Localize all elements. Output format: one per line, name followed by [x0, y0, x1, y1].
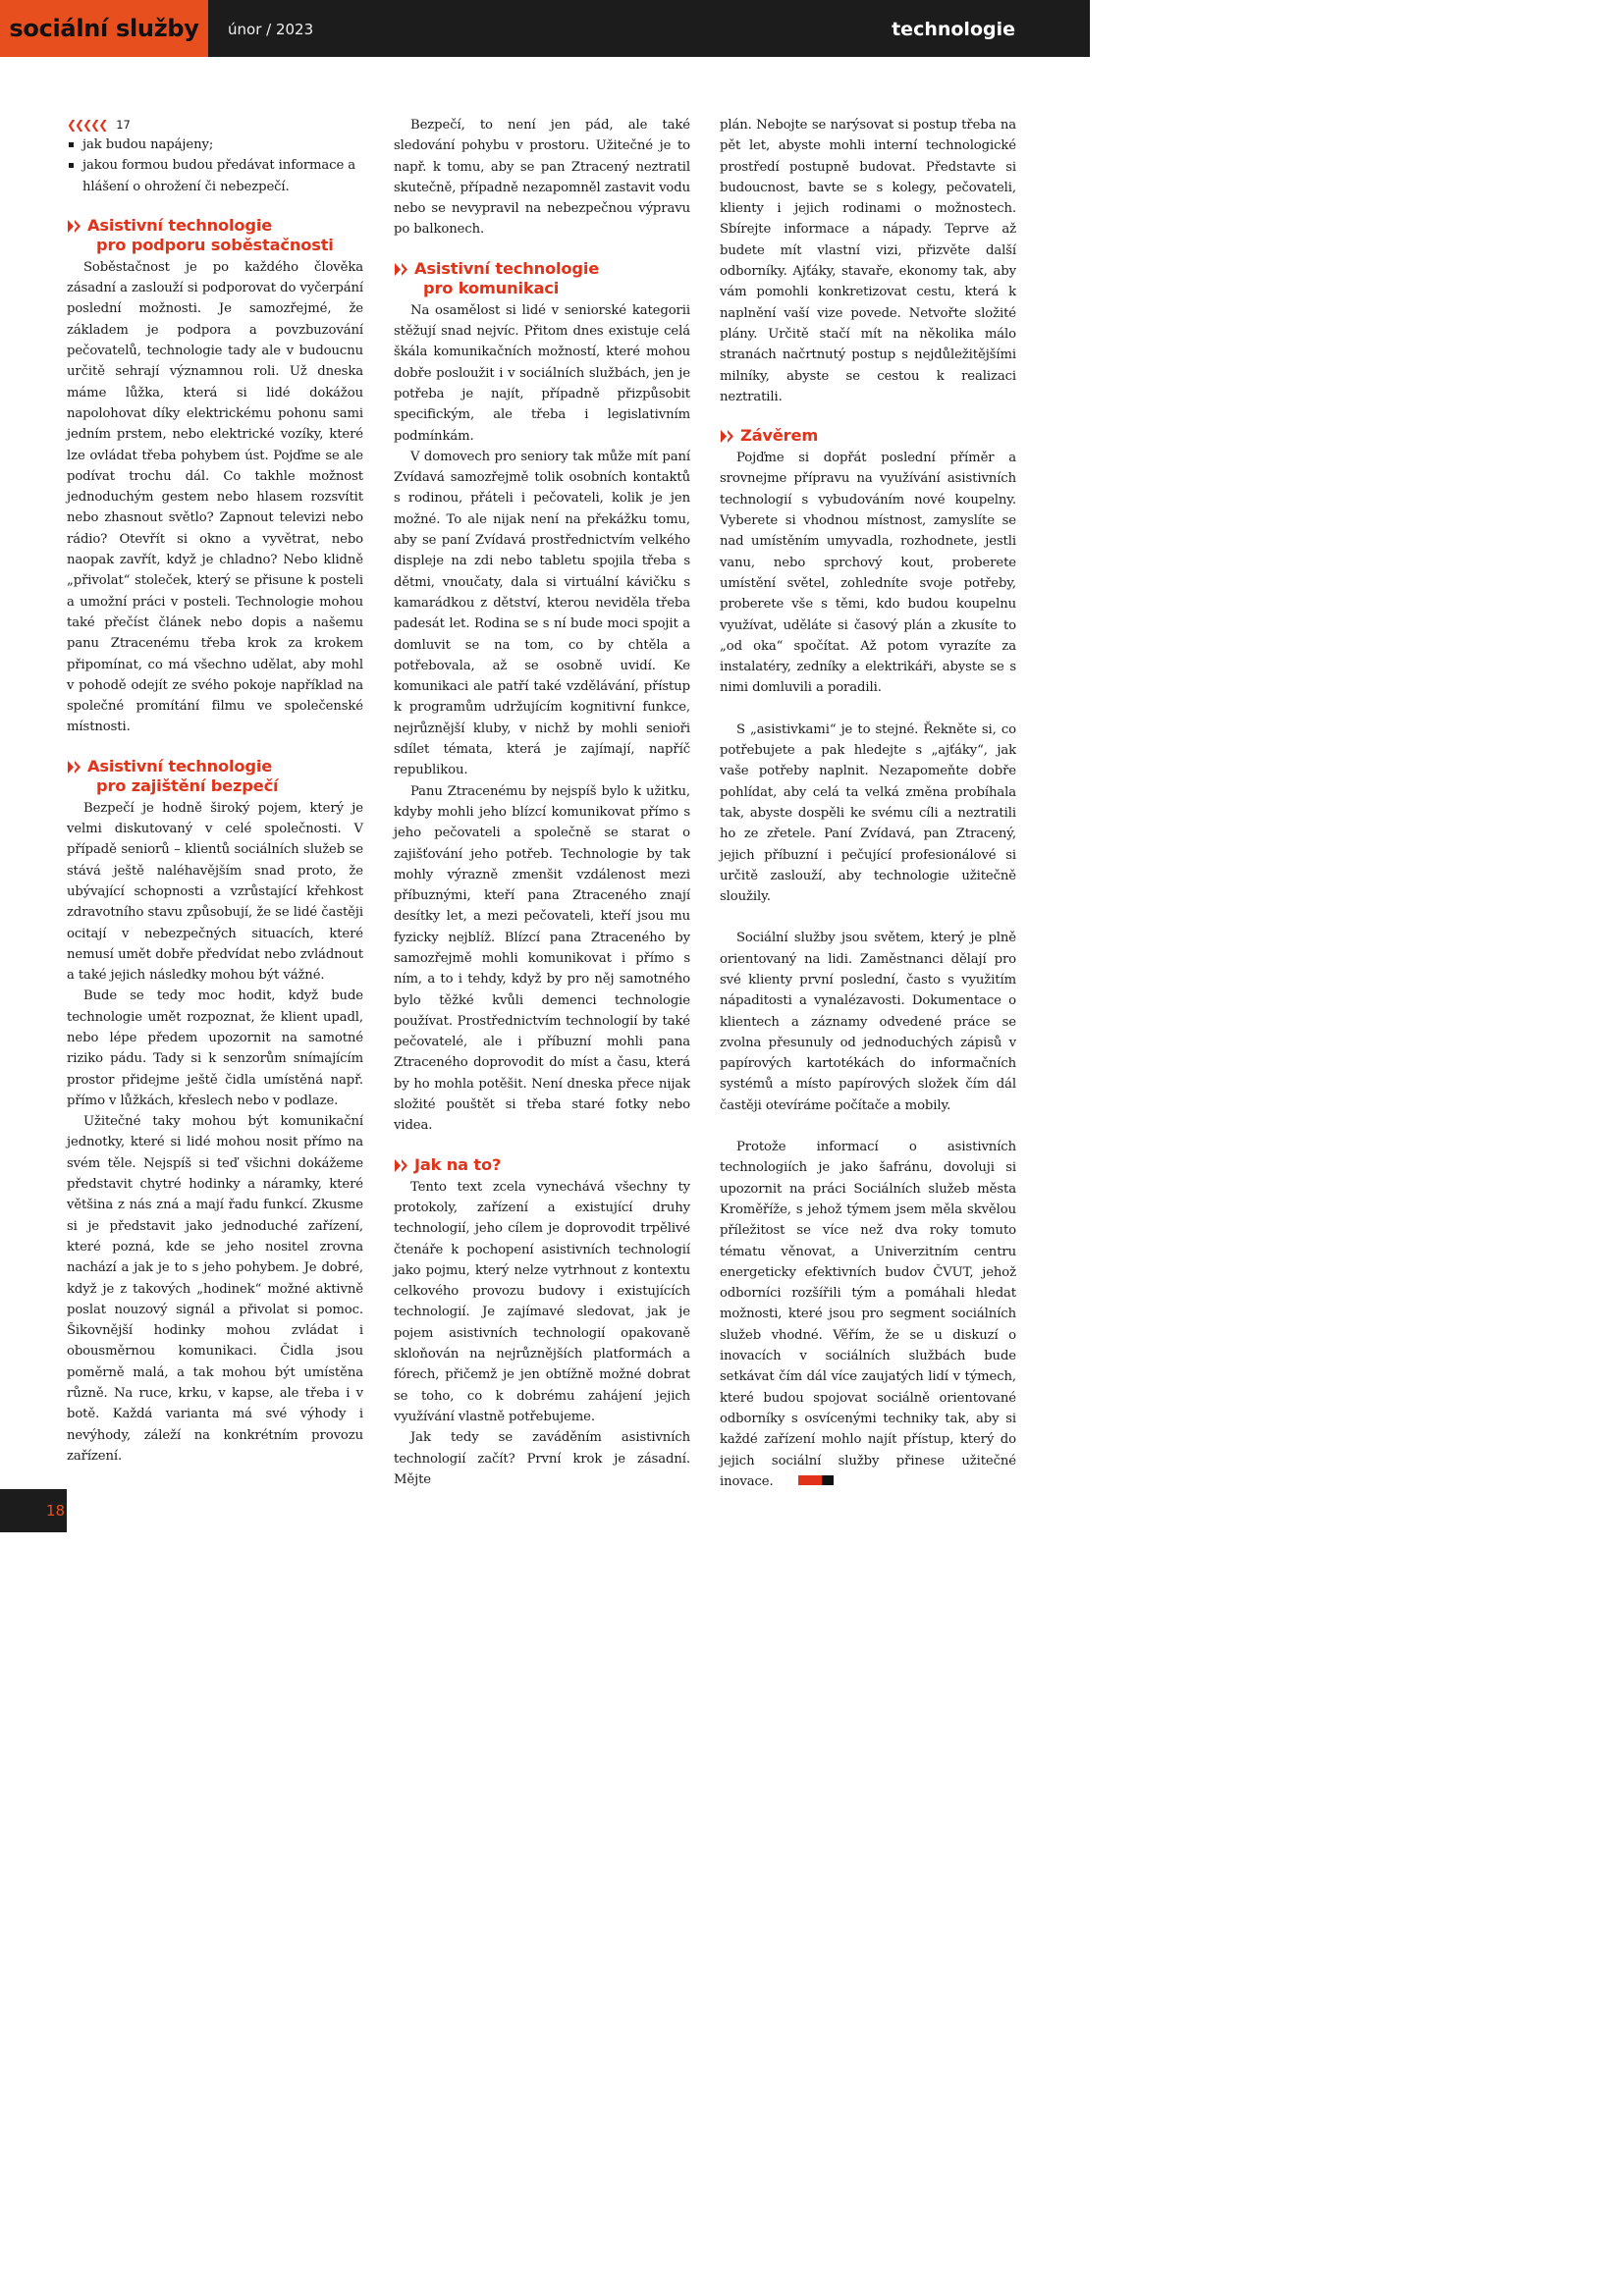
- heading-line-2: pro komunikaci: [423, 278, 560, 297]
- double-chevron-right-icon: [394, 262, 409, 277]
- double-chevron-right-icon: [67, 760, 82, 774]
- section-name: technologie: [892, 19, 1015, 40]
- section-heading: [720, 426, 1016, 446]
- heading-line-1: Asistivní technologie: [414, 258, 600, 278]
- page-header: [0, 0, 1090, 57]
- heading-line-1: Asistivní technologie: [87, 756, 273, 775]
- paragraph: Na osamělost si lidé v seniorské kategorii stěžují snad nejvíc. Přitom dnes existuje celá škála komunikačních možností, které mohou dobře posloužit i v sociálních službách, jen je potřeba je najít, případně přizpůsobit specifickým, ale třeba i legislativním podmínkám.: [394, 302, 690, 444]
- continued-from: [67, 115, 363, 134]
- end-of-article-icon: [782, 1471, 834, 1492]
- heading-line-1: Asistivní technologie: [87, 215, 273, 235]
- paragraph: S „asistivkami“ je to stejné. Řekněte si, co potřebujete a pak hledejte s „ajťáky“, jak vaše potřeby naplnit. Nezapomeňte dobře pohlídat, aby celá ta velká změna probíhala tak, abyste dospěli ke svému cíli a neztratili ho ze zřetele. Paní Zvídavá, pan Ztracený, jejich příbuzní i pečující profesionálové si určitě zaslouží, aby technologie užitečně sloužily.: [720, 721, 1016, 905]
- section-heading: [67, 757, 363, 796]
- heading-line-2: pro zajištění bezpečí: [96, 775, 279, 795]
- column-2: [394, 115, 690, 1490]
- column-1: [67, 115, 363, 1467]
- paragraph: Tento text zcela vynechává všechny ty protokoly, zařízení a existující druhy technologií, jeho cílem je doprovodit trpělivé čtenáře k pochopení asistivních technologií jako pojmu, který nelze vytrhnout z kontextu celkového provozu budovy i existujících technologií. Je zajímavé sledovat, jak je pojem asistivních technologií opakovaně skloňován na nejrůznějších platformách a fórech, přičemž je jen obtížně možné dobrat se toho, co k dobrému zahájení jejich využívání vlastně potřebujeme.: [394, 1179, 690, 1424]
- list-item: jak budou napájeny;: [67, 134, 363, 155]
- heading-line-2: pro podporu soběstačnosti: [96, 235, 334, 254]
- double-chevron-right-icon: [720, 429, 735, 444]
- double-chevron-right-icon: [394, 1158, 409, 1173]
- paragraph: Soběstačnost je po každého člověka zásadní a zaslouží si podporovat do vyčerpání poslední možnosti. Je samozřejmé, že základem je podpora a povzbuzování pečovatelů, technologie tady ale v budoucnu určitě sehrají významnou roli. Už dneska máme lůžka, která si lidé dokážou napolohovat díky elektrickému pohonu sami jedním prstem, nebo elektrické vozíky, které lze ovládat třeba pohybem úst. Pojďme se ale podívat trochu dál. Co takhle možnost jednoduchým gestem nebo hlasem rozsvítit nebo zhasnout světlo? Zapnout televizi nebo rádio? Otevřít si okno a vyvětrat, nebo naopak zavřít, když je chladno? Nebo klidně „přivolat“ stoleček, který se přisune k posteli a umožní práci v posteli. Technologie mohou také přečíst článek nebo dopis a našemu panu Ztracenému třeba krok za krokem připomínat, co má všechno udělat, aby mohl v pohodě odejít ze svého pokoje například na společné promítání filmu ve společenské místnosti.: [67, 259, 363, 735]
- paragraph: Bezpečí, to není jen pád, ale také sledování pohybu v prostoru. Užitečné je to např. k tomu, aby se pan Ztracený neztratil skutečně, případně nezapomněl zastavit vodu nebo se nevypravil na nebezpečnou výpravu po balkonech.: [394, 118, 690, 238]
- paragraph: Panu Ztracenému by nejspíš bylo k užitku, kdyby mohli jeho blízcí komunikovat přímo s jeho pečovateli a společně se starat o zajišťování jeho potřeb. Technologie by tak mohly výrazně zmenšit vzdálenost mezi příbuznými, kteří pana Ztraceného znají desítky let, a mezi pečovateli, kteří jsou mu fyzicky nejblíž. Blízcí pana Ztraceného by samozřejmě mohli komunikovat i přímo s ním, a to i tehdy, když by pro něj samotného bylo těžké kvůli demenci technologie používat. Prostřednictvím technologií by také pečovatelé, ale i příbuzní mohli pana Ztraceného doprovodit do míst a času, která by ho mohla potěšit. Není dneska přece nijak složité pouštět si třeba staré fotky nebo videa.: [394, 783, 690, 1134]
- section-heading: [394, 1155, 690, 1175]
- paragraph: V domovech pro seniory tak může mít paní Zvídavá samozřejmě tolik osobních kontaktů s rodinou, přáteli i pečovateli, kolik je jen možné. To ale nijak není na překážku tomu, aby se paní Zvídavá prostřednictvím velkého displeje na zdi nebo tabletu spojila třeba s dětmi, vnoučaty, dala si virtuální kávičku s kamarádkou z dětství, kterou neviděla třeba padesát let. Rodina se s ní bude moci spojit a domluvit se na tom, co by chtěla a potřebovala, až se osobně uvidí. Ke komunikaci ale patří také vzdělávání, přístup k programům udržujícím kognitivní funkce, nejrůznější kluby, v nichž by mohli senioři sdílet témata, která je zajímají, napříč republikou.: [394, 449, 690, 778]
- paragraph-text: Protože informací o asistivních technologiích je jako šafránu, dovoluji si upozornit na práci Sociálních služeb města Kroměříže, s jehož týmem jsem měla skvělou příležitost se více než dva roky tomuto tématu věnovat, a Univerzitním centru energeticky efektivních budov ČVUT, jehož odborníci rozšířili tým a pomáhali hledat možnosti, které jsou pro segment sociálních služeb vhodné. Věřím, že se u diskuzí o inovacích v sociálních službách bude setkávat čím dál více zaujatých lidí v týmech, které budou spojovat sociálně orientované odborníky s osvícenými techniky tak, aby si každé zařízení mohlo najít přístup, který do jejich sociální služby přinese užitečné inovace.: [720, 1140, 1016, 1489]
- list-item: jakou formou budou předávat informace a hlášení o ohrožení či nebezpečí.: [67, 155, 363, 197]
- section-heading: [67, 216, 363, 255]
- paragraph: Bude se tedy moc hodit, když bude technologie umět rozpoznat, že klient upadl, nebo lépe předem upozornit na samotné riziko pádu. Tady si k senzorům snímajícím prostor přidejme ještě čidla umístěná např. přímo v lůžkách, křeslech nebo v podlaze.: [67, 988, 363, 1108]
- bullet-list: [67, 134, 363, 197]
- heading-line-1: Jak na to?: [414, 1154, 502, 1174]
- paragraph: Sociální služby jsou světem, který je plně orientovaný na lidi. Zaměstnanci dělají pro své klienty první poslední, často s využitím nápaditosti a vynalézavosti. Dokumentace o klientech a záznamy odvedené práce se zvolna přesunuly od jednoduchých zápisů v papírových kartotékách do informačních systémů a místo papírových složek čím dál častěji otevíráme počítače a mobily.: [720, 931, 1016, 1113]
- double-chevron-right-icon: [67, 219, 82, 234]
- paragraph: Jak tedy se zaváděním asistivních technologií začít? První krok je zásadní. Mějte: [394, 1430, 690, 1487]
- paragraph: [720, 1137, 1016, 1492]
- paragraph: plán. Nebojte se narýsovat si postup třeba na pět let, abyste mohli interní technologické prostředí postupně budovat. Představte si budoucnost, bavte se s kolegy, pečovateli, klienty i jejich rodinami o možnostech. Sbírejte informace a nápady. Teprve až budete mít vlastní vizi, přizvěte další odborníky. Ajťáky, stavaře, ekonomy tak, aby vám pomohli konkretizovat cestu, která k naplnění vaší vize povede. Netvořte složité plány. Určitě stačí mít na několika málo stranách načrtnutý postup s nejdůležitějšími milníky, abyste se cestou k realizaci neztratili.: [720, 118, 1016, 404]
- paragraph: Pojďme si dopřát poslední příměr a srovnejme přípravu na využívání asistivních technologií s vybudováním nové koupelny. Vyberete si vhodnou místnost, zamyslíte se nad umístěním umyvadla, rozhodnete, jestli vanu, nebo sprchový kout, proberete umístění světel, zohledníte svoje potřeby, proberete vše s těmi, kdo budou koupelnu využívat, uděláte si časový plán a zkusíte to „od oka“ spočítat. Až potom vyrazíte za instalatéry, zedníky a elektrikáři, abyste se s nimi domluvili a poradili.: [720, 451, 1016, 696]
- page-number-text: 18: [45, 1502, 65, 1520]
- section-heading: [394, 259, 690, 298]
- heading-line-1: Závěrem: [740, 426, 819, 446]
- paragraph: Bezpečí je hodně široký pojem, který je velmi diskutovaný v celé společnosti. V případě seniorů – klientů sociálních služeb se stává ještě naléhavějším snad proto, že ubývající schopnosti a vzrůstající křehkost zdravotního stavu způsobují, že se lidé častěji ocitají v nebezpečných situacích, které nemusí umět dobře předvídat nebo zvládnout a také jejich následky mohou být vážné.: [67, 800, 363, 984]
- continued-page-number: 17: [116, 118, 131, 132]
- column-3: [720, 115, 1016, 1492]
- magazine-title: sociální služby: [0, 0, 208, 57]
- issue-date: únor / 2023: [228, 21, 314, 38]
- double-chevron-left-icon: ❮❮❮❮❮: [67, 118, 107, 132]
- paragraph: Užitečné taky mohou být komunikační jednotky, které si lidé mohou nosit přímo na svém těle. Nejspíš si teď všichni dokážeme představit chytré hodinky a náramky, které většina z nás zná a mají řadu funkcí. Zkusme si je představit jako jednoduché zařízení, které pozná, kde se jeho nositel zrovna nachází a jak je to s jeho pohybem. Je dobré, když je z takových „hodinek“ možné aktivně poslat nouzový signál a přivolat si pomoc. Šikovnější hodinky mohou zvládat i obousměrnou komunikaci. Čidla jsou poměrně malá, a tak mohou být umístěna různě. Na ruce, krku, v kapse, ale třeba i v botě. Každá varianta má své výhody i nevýhody, záleží na konkrétním provozu zařízení.: [67, 1114, 363, 1464]
- page-number: [0, 1489, 67, 1532]
